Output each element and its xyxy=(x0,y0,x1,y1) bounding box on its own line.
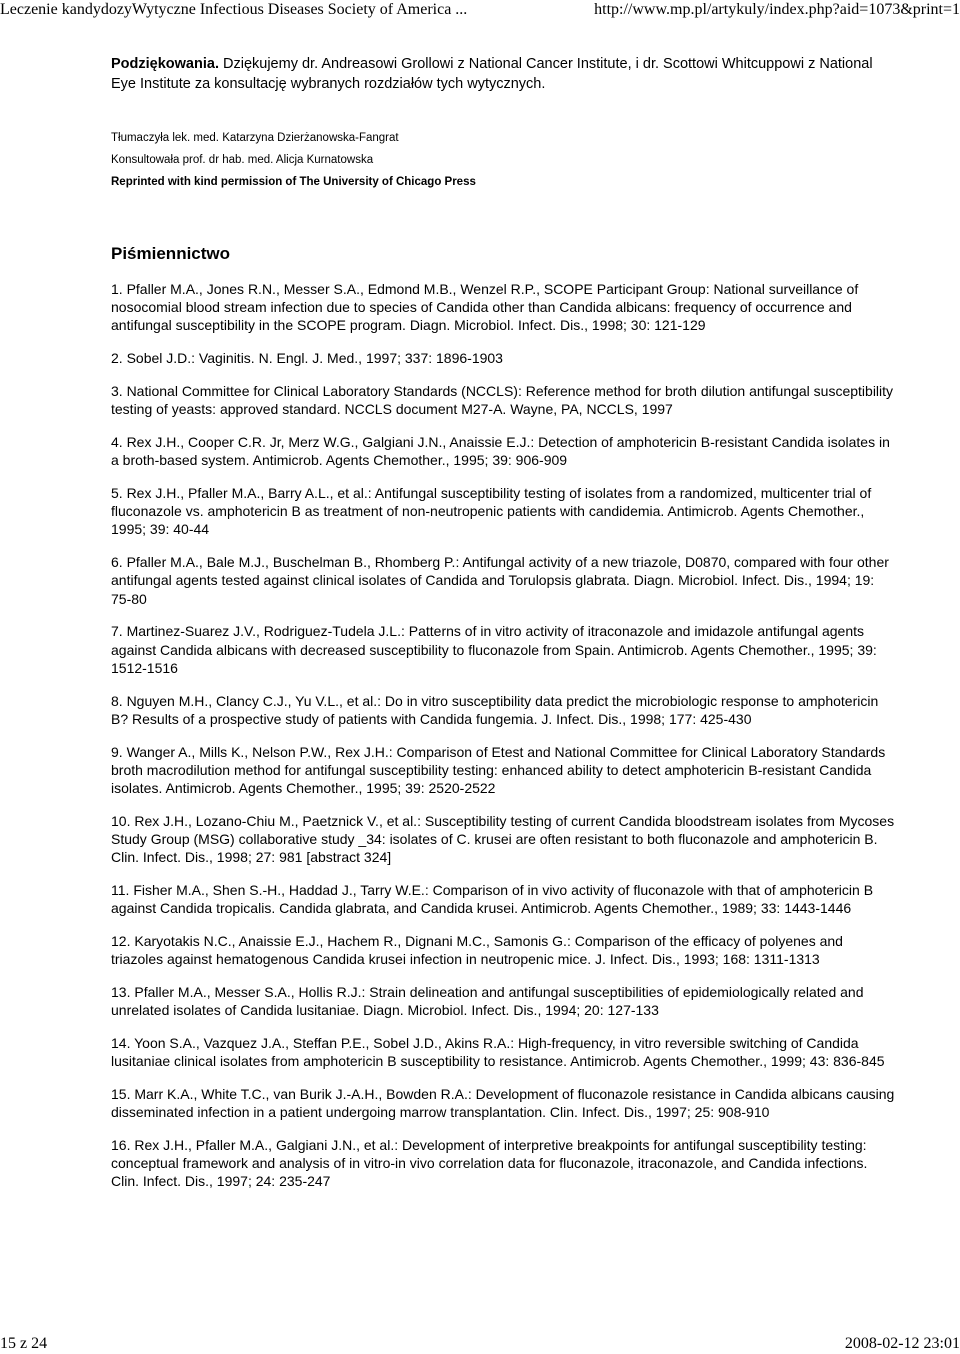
reference-item: 12. Karyotakis N.C., Anaissie E.J., Hachem R., Dignani M.C., Samonis G.: Comparison of the efficacy of polyenes and triazoles against hematogenous Candida krusei infection in neutropenic mice. J. Infect. Dis., 1993; 168: 1311-1313 xyxy=(111,933,843,968)
reference-item: 6. Pfaller M.A., Bale M.J., Buschelman B., Rhomberg P.: Antifungal activity of a new triazole, D0870, compared with four other antifungal agents tested against clinical isolates of Candida and Torulopsis glabrata. Diagn. Microbiol. Infect. Dis., 1994; 19: 75-80 xyxy=(111,554,889,607)
print-datetime: 2008-02-12 23:01 xyxy=(844,1335,960,1352)
consultation-credit: Konsultowała prof. dr hab. med. Alicja Kurnatowska xyxy=(111,154,374,166)
bibliography-heading: Piśmiennictwo xyxy=(111,244,231,263)
page-number: 15 z 24 xyxy=(0,1335,48,1352)
reference-item: 2. Sobel J.D.: Vaginitis. N. Engl. J. Med., 1997; 337: 1896-1903 xyxy=(111,350,503,367)
reference-item: 11. Fisher M.A., Shen S.-H., Haddad J., Tarry W.E.: Comparison of in vivo activity of fluconazole with that of amphotericin B against Candida tropicalis. Candida glabrata, and Candida krusei. Antimicrob. Agents Chemother., 1989; 33: 1443-1446 xyxy=(111,882,874,917)
article-content xyxy=(111,54,896,1205)
reference-item: 13. Pfaller M.A., Messer S.A., Hollis R.J.: Strain delineation and antifungal susceptibilities of epidemiologically related and unrelated isolates of Candida lusitaniae. Diagn. Microbiol. Infect. Dis., 1994; 20: 127-133 xyxy=(111,984,864,1019)
reference-item: 4. Rex J.H., Cooper C.R. Jr, Merz W.G., Galgiani J.N., Anaissie E.J.: Detection of amphotericin B-resistant Candida isolates in a broth-based system. Antimicrob. Agents Chemother., 1995; 39: 906-909 xyxy=(111,434,890,469)
reference-item: 10. Rex J.H., Lozano-Chiu M., Paetznick V., et al.: Susceptibility testing of current Candida bloodstream isolates from Mycoses Study Group (MSG) collaborative study _34: isolates of C. krusei are often resistant to both fluconazole and amphotericin B. Clin. Infect. Dis., 1998; 27: 981 [abstract 324] xyxy=(111,812,895,866)
reprint-notice: Reprinted with kind permission of The University of Chicago Press xyxy=(111,176,476,188)
reference-item: 7. Martinez-Suarez J.V., Rodriguez-Tudela J.L.: Patterns of in vitro activity of itraconazole and imidazole antifungal agents against Candida albicans with decreased susceptibility to fluconazole from Spain. Antimicrob. Agents Chemother., 1995; 39: 1512-1516 xyxy=(111,623,877,676)
translation-credit: Tłumaczyła lek. med. Katarzyna Dzierżanowska-Fangrat xyxy=(111,132,399,144)
acknowledgement-label: Podziękowania. xyxy=(111,56,219,72)
reference-item: 15. Marr K.A., White T.C., van Burik J.-A.H., Bowden R.A.: Development of fluconazole resistance in Candida albicans causing disseminated infection in a patient undergoing marrow transplantation. Clin. Infect. Dis., 1997; 25: 908-910 xyxy=(111,1086,895,1121)
reference-item: 5. Rex J.H., Pfaller M.A., Barry A.L., et al.: Antifungal susceptibility testing of isolates from a randomized, multicenter trial of fluconazole vs. amphotericin B as treatment of non-neutropenic patients with candidemia. Antimicrob. Agents Chemother., 1995; 39: 40-44 xyxy=(111,485,872,538)
credits xyxy=(111,127,896,193)
page-title: Leczenie kandydozyWytyczne Infectious Diseases Society of America ... xyxy=(0,1,468,18)
print-header xyxy=(0,0,960,22)
reference-item: 8. Nguyen M.H., Clancy C.J., Yu V.L., et al.: Do in vitro susceptibility data predict the microbiologic response to amphotericin B? Results of a prospective study of patients with Candida fungemia. J. Infect. Dis., 1998; 177: 425-430 xyxy=(111,692,879,727)
page-url: http://www.mp.pl/artykuly/index.php?aid=1073&print=1 xyxy=(594,1,960,18)
reference-item: 9. Wanger A., Mills K., Nelson P.W., Rex J.H.: Comparison of Etest and National Committee for Clinical Laboratory Standards broth macrodilution method for antifungal susceptibility testing: enhanced ability to detect amphotericin B-resistant Candida isolates. Antimicrob. Agents Chemother., 1995; 39: 2520-2522 xyxy=(111,743,886,797)
print-footer xyxy=(0,1334,960,1354)
acknowledgement-text: Dziękujemy dr. Andreasowi Grollowi z National Cancer Institute, i dr. Scottowi Whitcuppowi z National Eye Institute za konsultację wybranych rozdziałów tych wytycznych. xyxy=(111,56,873,92)
reference-item: 14. Yoon S.A., Vazquez J.A., Steffan P.E., Sobel J.D., Akins R.A.: High-frequency, in vitro reversible switching of Candida lusitaniae clinical isolates from amphotericin B susceptibility to resistance. Antimicrob. Agents Chemother., 1999; 43: 836-845 xyxy=(111,1035,885,1070)
reference-item: 16. Rex J.H., Pfaller M.A., Galgiani J.N., et al.: Development of interpretive breakpoints for antifungal susceptibility testing: conceptual framework and analysis of in vitro-in vivo correlation data for fluconazole, itraconazole, and Candida infections. Clin. Infect. Dis., 1997; 24: 235-247 xyxy=(111,1137,868,1190)
reference-list xyxy=(111,280,896,1191)
acknowledgement xyxy=(111,54,896,94)
reference-item: 1. Pfaller M.A., Jones R.N., Messer S.A., Edmond M.B., Wenzel R.P., SCOPE Participant Group: National surveillance of nosocomial blood stream infection due to species of Candida other than Candida albicans: frequency of occurrence and antifungal susceptibility in the SCOPE program. Diagn. Microbiol. Infect. Dis., 1998; 30: 121-129 xyxy=(111,281,859,334)
reference-item: 3. National Committee for Clinical Laboratory Standards (NCCLS): Reference method for broth dilution antifungal susceptibility testing of yeasts: approved standard. NCCLS document M27-A. Wayne, PA, NCCLS, 1997 xyxy=(111,383,894,418)
